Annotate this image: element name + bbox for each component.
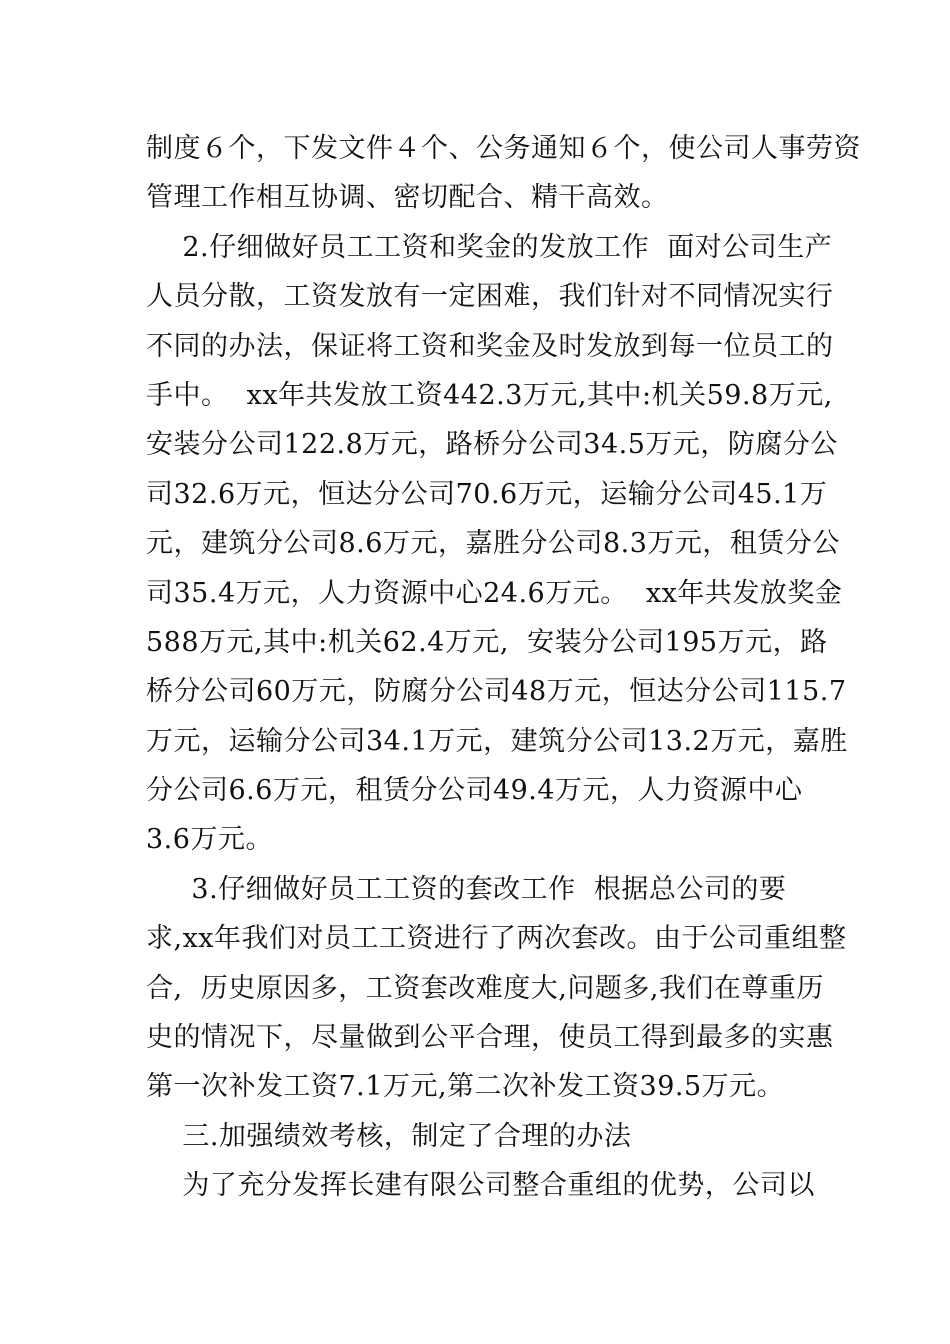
body-text bbox=[146, 124, 861, 1211]
text-line: 求,xx年我们对员工工资进行了两次套改。由于公司重组整 bbox=[146, 923, 847, 955]
text-line: 合, 历史原因多，工资套改难度大,问题多,我们在尊重历 bbox=[146, 972, 824, 1004]
section-heading-3: 3.仔细做好员工工资的套改工作 根据总公司的要 bbox=[146, 873, 787, 905]
text-line: 人员分散，工资发放有一定困难，我们针对不同情况实行 bbox=[146, 281, 834, 313]
text-line: 桥分公司60万元，防腐分公司48万元，恒达分公司115.7 bbox=[146, 676, 847, 708]
text-line: 为了充分发挥长建有限公司整合重组的优势，公司以 bbox=[146, 1170, 815, 1202]
text-line: 制度６个，下发文件４个、公务通知６个，使公司人事劳资 bbox=[146, 133, 861, 164]
text-line: 588万元,其中:机关62.4万元, 安装分公司195万元，路 bbox=[146, 626, 828, 658]
section-heading-2: 2.仔细做好员工工资和奖金的发放工作 面对公司生产 bbox=[146, 231, 833, 263]
chapter-heading-3: 三.加强绩效考核，制定了合理的办法 bbox=[146, 1120, 632, 1152]
text-line: 史的情况下，尽量做到公平合理，使员工得到最多的实惠 bbox=[146, 1022, 834, 1054]
text-line: 分公司6.6万元，租赁分公司49.4万元，人力资源中心 bbox=[146, 775, 803, 807]
text-line: 司35.4万元，人力资源中心24.6万元。 xx年共发放奖金 bbox=[146, 577, 843, 609]
text-line: 元，建筑分公司8.6万元，嘉胜分公司8.3万元，租赁分公 bbox=[146, 528, 840, 560]
text-line: 3.6万元。 bbox=[146, 824, 273, 856]
text-line: 司32.6万元，恒达分公司70.6万元，运输分公司45.1万 bbox=[146, 478, 828, 510]
text-line: 万元，运输分公司34.1万元，建筑分公司13.2万元，嘉胜 bbox=[146, 725, 848, 757]
text-line: 手中。 xx年共发放工资442.3万元,其中:机关59.8万元, bbox=[146, 379, 833, 411]
text-line: 管理工作相互协调、密切配合、精干高效。 bbox=[146, 182, 669, 214]
text-line: 不同的办法，保证将工资和奖金及时发放到每一位员工的 bbox=[146, 330, 834, 362]
text-line: 安装分公司122.8万元，路桥分公司34.5万元，防腐分公 bbox=[146, 429, 838, 461]
text-line: 第一次补发工资7.1万元,第二次补发工资39.5万元。 bbox=[146, 1071, 785, 1103]
